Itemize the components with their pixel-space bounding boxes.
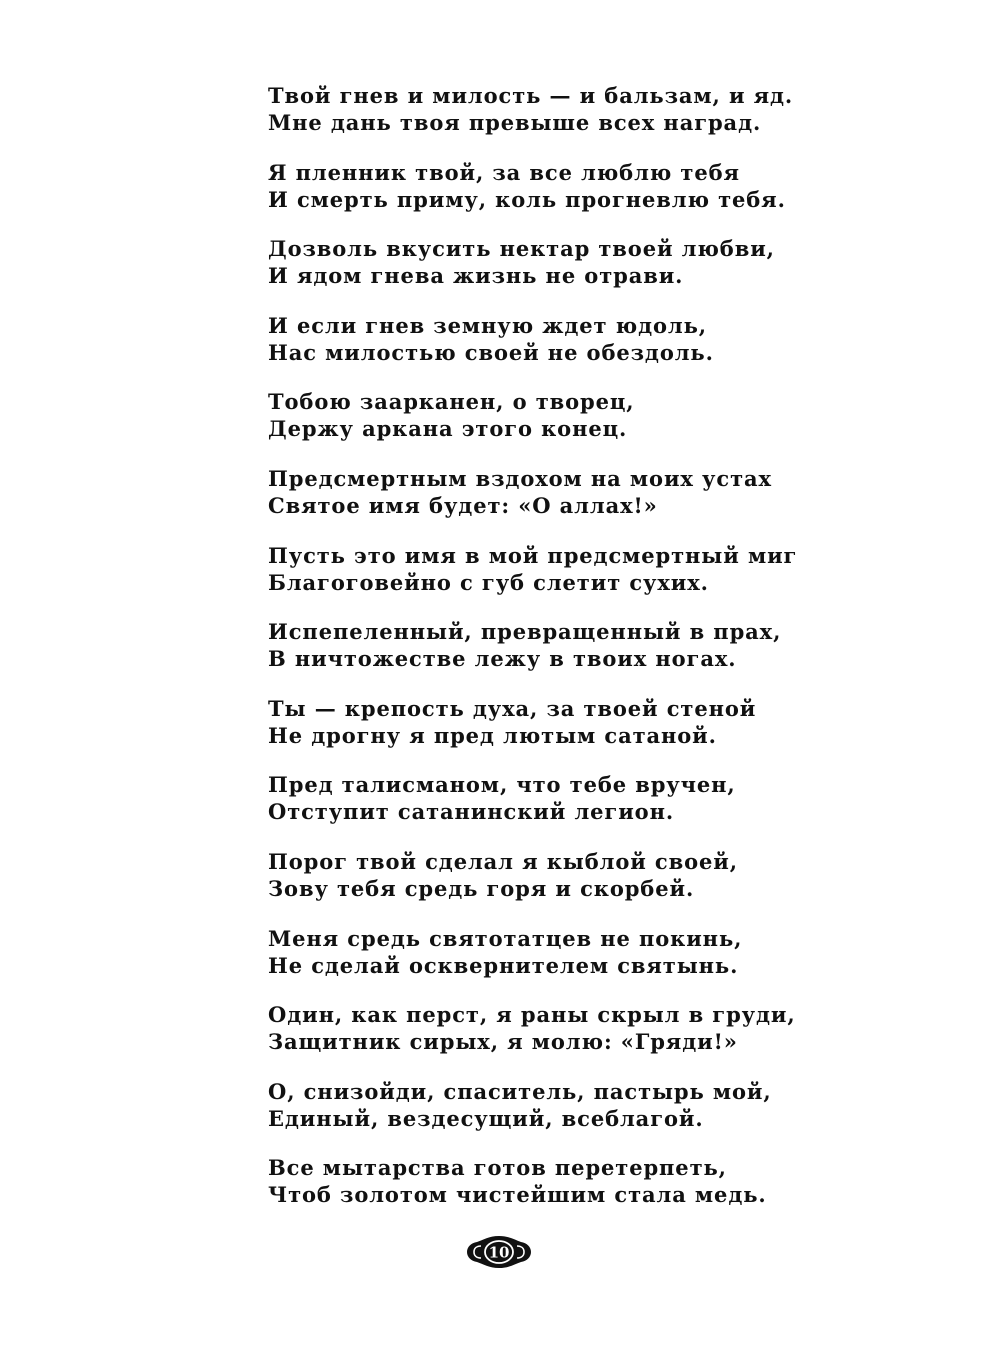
poem-line: Держу аркана этого конец. — [268, 416, 628, 442]
poem-line: Я пленник твой, за все люблю тебя — [268, 159, 740, 185]
stanza — [268, 388, 788, 465]
page-number-ornament — [465, 1234, 533, 1270]
poem-line: Пред талисманом, что тебе вручен, — [268, 772, 736, 798]
poem-line: Единый, вездесущий, всеблагой. — [268, 1105, 704, 1131]
poem-line: И если гнев земную ждет юдоль, — [268, 312, 707, 338]
stanza — [268, 771, 788, 848]
stanza — [268, 312, 788, 389]
poem-line: Все мытарства готов перетерпеть, — [268, 1155, 727, 1181]
poem-line: Отступит сатанинский легион. — [268, 799, 675, 825]
poem-line: Предсмертным вздохом на моих устах — [268, 465, 772, 491]
poem-line: Испепеленный, превращенный в прах, — [268, 619, 782, 645]
stanza — [268, 848, 788, 925]
poem-line: Не сделай осквернителем святынь. — [268, 952, 739, 978]
stanza — [268, 618, 788, 695]
stanza — [268, 1078, 788, 1155]
poem-line: В ничтожестве лежу в твоих ногах. — [268, 646, 737, 672]
stanza — [268, 695, 788, 772]
stanza — [268, 465, 788, 542]
poem-line: Твой гнев и милость — и бальзам, и яд. — [268, 83, 794, 108]
poem-body — [268, 82, 798, 1231]
poem-line: Дозволь вкусить нектар твоей любви, — [268, 236, 775, 262]
poem-line: Порог твой сделал я кыблой своей, — [268, 848, 738, 874]
stanza — [268, 159, 788, 236]
stanza — [268, 1154, 788, 1231]
poem-line: И смерть приму, коль прогневлю тебя. — [268, 186, 786, 212]
poem-line: Благоговейно с губ слетит сухих. — [268, 569, 709, 595]
stanza — [268, 235, 788, 312]
stanza — [268, 82, 794, 159]
poem-line: Зову тебя средь горя и скорбей. — [268, 875, 695, 901]
stanza — [268, 925, 788, 1002]
poem-line: Нас милостью своей не обездоль. — [268, 339, 714, 365]
poem-line: Защитник сирых, я молю: «Гряди!» — [268, 1029, 738, 1055]
poem-line: Ты — крепость духа, за твоей стеной — [268, 695, 757, 721]
poem-line: Один, как перст, я раны скрыл в груди, — [268, 1002, 796, 1028]
poem-line: И ядом гнева жизнь не отрави. — [268, 263, 684, 289]
poem-line: Меня средь святотатцев не покинь, — [268, 925, 743, 951]
poem-line: Мне дань твоя превыше всех наград. — [268, 110, 762, 135]
page-number: 10 — [488, 1243, 510, 1262]
poem-line: Тобою заарканен, о творец, — [268, 389, 635, 415]
poem-line: Святое имя будет: «О аллах!» — [268, 492, 658, 518]
poem-line: Пусть это имя в мой предсмертный миг — [268, 542, 798, 568]
stanza — [268, 542, 798, 619]
poem-line: Не дрогну я пред лютым сатаной. — [268, 722, 717, 748]
poem-line: О, снизойди, спаситель, пастырь мой, — [268, 1078, 772, 1104]
stanza — [268, 1001, 796, 1078]
page-number-badge — [465, 1234, 533, 1270]
poem-line: Чтоб золотом чистейшим стала медь. — [268, 1182, 767, 1208]
